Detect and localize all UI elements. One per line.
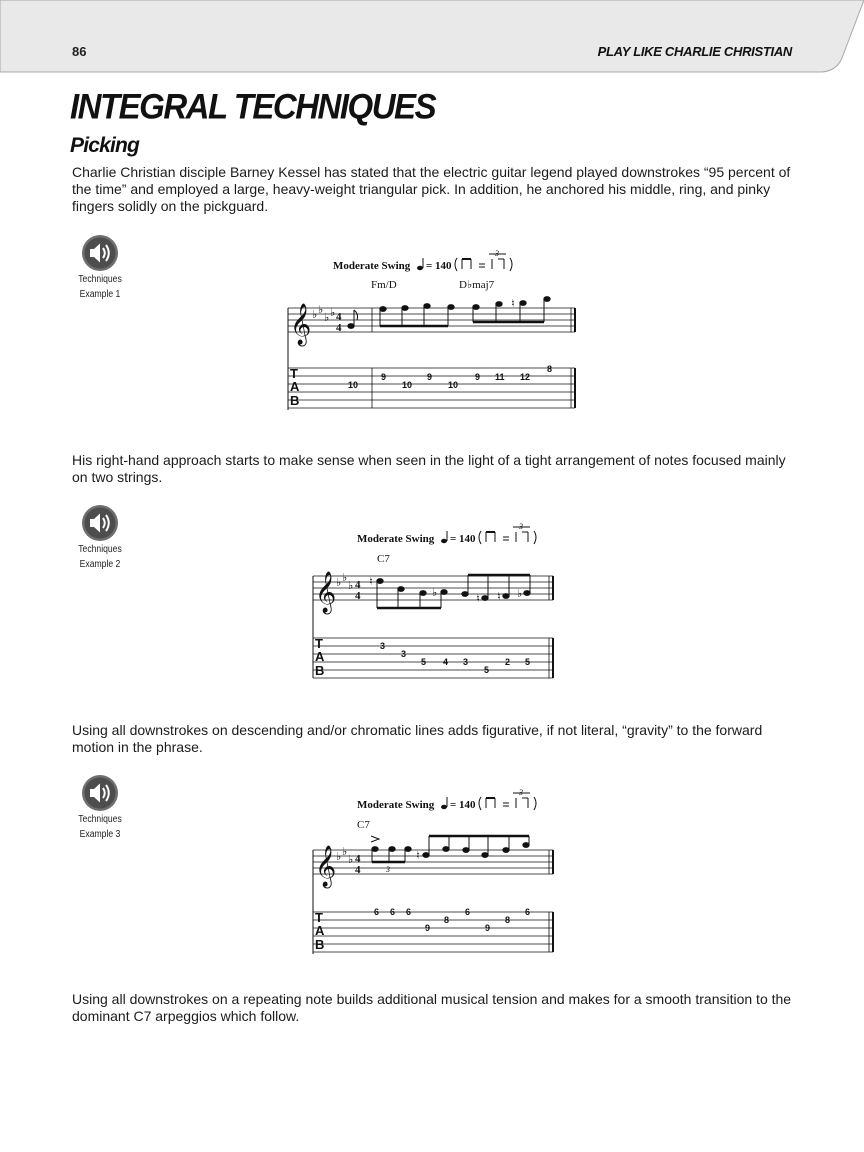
speaker-icon — [81, 234, 119, 272]
swing-feel-icon — [479, 527, 536, 544]
audio-track-2[interactable] — [74, 504, 126, 572]
time-signature — [336, 311, 342, 334]
tab-fret-number: 10 — [448, 380, 459, 390]
music-example-3 — [310, 788, 560, 958]
music-staff — [288, 308, 575, 410]
tab-fret-number: 2 — [505, 657, 511, 667]
chord-symbol: D♭maj7 — [459, 279, 495, 291]
natural-sign: ♮ — [511, 297, 515, 310]
tab-fret-number: 8 — [444, 915, 450, 925]
tab-fret-number: 6 — [390, 907, 396, 917]
svg-text:♭: ♭ — [318, 303, 324, 316]
svg-text:♭: ♭ — [348, 853, 354, 866]
audio-label-line-1: Techniques — [78, 544, 122, 555]
tab-fret-number: 12 — [520, 372, 531, 382]
music-notes — [377, 575, 530, 608]
audio-label-line-1: Techniques — [78, 814, 122, 825]
key-signature-flats — [336, 571, 353, 592]
quarter-note-icon — [441, 797, 447, 809]
running-title: PLAY LIKE CHARLIE CHRISTIAN — [597, 44, 792, 59]
natural-sign: ♮ — [497, 590, 501, 603]
svg-text:4: 4 — [336, 311, 342, 323]
key-signature-flats — [336, 845, 353, 866]
tab-fret-number: 6 — [406, 907, 412, 917]
quarter-note-icon — [417, 258, 423, 270]
svg-text:4: 4 — [336, 322, 342, 334]
paragraph-4: Using all downstrokes on a repeating note builds additional musical tension and makes for a smooth transition to the dominant C7 arpeggios which follow. — [72, 991, 792, 1024]
tab-clef-letter: T — [315, 910, 323, 925]
speaker-icon — [81, 774, 119, 812]
tempo-marking: Moderate Swing — [357, 799, 435, 811]
tempo-marking: Moderate Swing — [357, 533, 435, 545]
audio-label-line-2: Example 1 — [79, 289, 121, 300]
chord-symbol: Fm/D — [371, 279, 397, 291]
svg-text:4: 4 — [355, 590, 361, 602]
tab-fret-number: 9 — [485, 923, 491, 933]
svg-text:♭: ♭ — [342, 845, 348, 858]
treble-clef-icon: 𝄞 — [315, 572, 337, 613]
natural-sign: ♮ — [476, 592, 480, 605]
tablature-staff — [313, 912, 553, 952]
tab-fret-number: 5 — [525, 657, 531, 667]
tab-clef-letter: A — [315, 649, 325, 664]
section-title: Picking — [70, 134, 140, 157]
tab-clef-letter: B — [315, 663, 325, 678]
tab-clef-letter: A — [290, 379, 300, 394]
tempo-value: = 140 — [450, 799, 476, 811]
svg-text:♭: ♭ — [336, 850, 342, 863]
audio-label-line-1: Techniques — [78, 274, 122, 285]
svg-text:♭: ♭ — [312, 308, 318, 321]
treble-clef-icon: 𝄞 — [290, 304, 312, 345]
svg-text:4: 4 — [355, 853, 361, 865]
chord-symbol: C7 — [357, 819, 370, 831]
tab-fret-number: 9 — [427, 372, 433, 382]
triplet-mark: 3 — [519, 788, 523, 797]
tab-fret-number: 5 — [421, 657, 427, 667]
tab-fret-number: 8 — [505, 915, 511, 925]
natural-sign: ♮ — [369, 575, 373, 588]
tab-fret-number: 11 — [495, 372, 505, 382]
chapter-title: INTEGRAL TECHNIQUES — [70, 86, 436, 126]
tab-fret-number: 9 — [425, 923, 431, 933]
tab-fret-number: 9 — [475, 372, 481, 382]
paragraph-1: Charlie Christian disciple Barney Kessel has stated that the electric guitar legend played downstrokes “95 percent of the time” and employed a large, heavy-weight triangular pick. In addition, he anchored his middle, ring, and pinky fingers solidly on the pickguard. — [72, 164, 791, 214]
paragraph-2: His right-hand approach starts to make sense when seen in the light of a tight arrangement of notes focused mainly on two strings. — [72, 452, 786, 485]
music-notes — [348, 297, 550, 329]
speaker-icon — [81, 504, 119, 542]
tab-fret-number: 10 — [348, 380, 359, 390]
tab-fret-number: 10 — [402, 380, 413, 390]
swing-feel-icon — [479, 793, 536, 810]
tab-fret-number: 3 — [463, 657, 469, 667]
tab-clef-letter: A — [315, 923, 325, 938]
natural-sign: ♮ — [416, 849, 420, 862]
svg-text:♭: ♭ — [324, 311, 330, 324]
quarter-note-icon — [441, 531, 447, 543]
tempo-marking: Moderate Swing — [333, 260, 411, 272]
svg-text:♭: ♭ — [336, 576, 342, 589]
key-signature-flats — [312, 303, 335, 324]
triplet-mark: 3 — [519, 522, 523, 531]
tab-fret-number: 6 — [525, 907, 531, 917]
audio-label-line-2: Example 2 — [79, 559, 121, 570]
tab-clef-letter: B — [290, 393, 300, 408]
page-number: 86 — [72, 44, 87, 59]
audio-track-3[interactable] — [74, 774, 126, 842]
music-example-1 — [285, 250, 585, 415]
triplet-mark: 3 — [386, 865, 390, 874]
tab-clef-letter: B — [315, 937, 325, 952]
svg-text:♭: ♭ — [342, 571, 348, 584]
svg-text:4: 4 — [355, 864, 361, 876]
svg-text:4: 4 — [355, 579, 361, 591]
tab-fret-number: 8 — [547, 364, 553, 374]
flat-sign: ♭ — [432, 586, 438, 599]
swing-feel-icon — [455, 254, 512, 271]
tempo-value: = 140 — [426, 260, 452, 272]
page-header-band — [0, 0, 864, 75]
tab-clef-letter: T — [315, 636, 323, 651]
time-signature — [355, 579, 361, 602]
accent-mark-icon — [371, 836, 379, 842]
audio-track-1[interactable] — [74, 234, 126, 302]
tablature-staff — [313, 638, 553, 678]
flat-sign: ♭ — [517, 587, 523, 600]
music-notes — [370, 836, 529, 862]
audio-label-line-2: Example 3 — [79, 829, 121, 840]
svg-text:♭: ♭ — [330, 306, 336, 319]
tab-fret-number: 6 — [465, 907, 471, 917]
tab-fret-number: 5 — [484, 665, 490, 675]
tab-fret-number: 3 — [401, 649, 407, 659]
tab-clef-letter: T — [290, 366, 298, 381]
treble-clef-icon: 𝄞 — [315, 846, 337, 887]
tab-fret-number: 6 — [374, 907, 380, 917]
tab-fret-number: 9 — [381, 372, 387, 382]
tab-fret-number: 4 — [443, 657, 449, 667]
time-signature — [355, 853, 361, 876]
svg-text:♭: ♭ — [348, 579, 354, 592]
chord-symbol: C7 — [377, 553, 390, 565]
tab-fret-number: 3 — [380, 641, 386, 651]
tempo-value: = 140 — [450, 533, 476, 545]
triplet-mark: 3 — [495, 249, 499, 258]
music-example-2 — [310, 522, 560, 682]
paragraph-3: Using all downstrokes on descending and/or chromatic lines adds figurative, if not literal, “gravity” to the forward motion in the phrase. — [72, 722, 763, 755]
